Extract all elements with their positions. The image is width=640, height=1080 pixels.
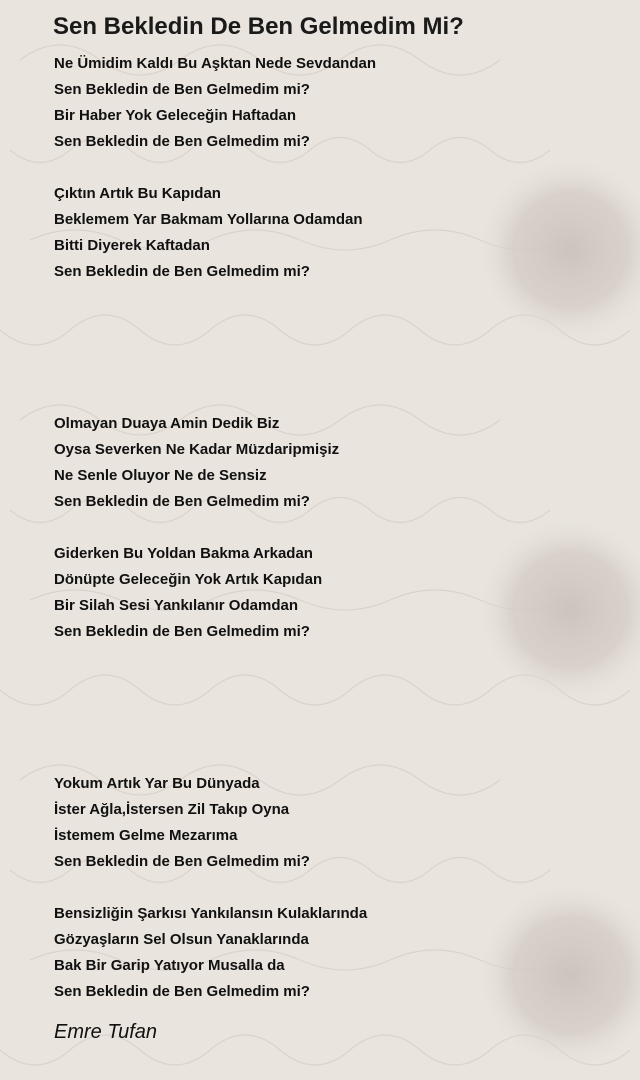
poem-line: Gözyaşların Sel Olsun Yanaklarında [54, 931, 309, 948]
poem-line: Olmayan Duaya Amin Dedik Biz [54, 415, 280, 432]
poem-line: Bitti Diyerek Kaftadan [54, 237, 210, 254]
poem-line: Yokum Artık Yar Bu Dünyada [54, 775, 260, 792]
poem-line: Sen Bekledin de Ben Gelmedim mi? [54, 263, 310, 280]
poem-line: Ne Ümidim Kaldı Bu Aşktan Nede Sevdandan [54, 55, 377, 72]
poem-line: Sen Bekledin de Ben Gelmedim mi? [54, 493, 310, 510]
stanza [54, 51, 376, 155]
stanza [54, 541, 322, 645]
poem-line: Oysa Severken Ne Kadar Müzdaripmişiz [54, 441, 340, 458]
stanza [54, 771, 310, 875]
poem-line: Bir Haber Yok Geleceğin Haftadan [54, 107, 297, 124]
poem-line: Sen Bekledin de Ben Gelmedim mi? [54, 623, 310, 640]
poem-line: Sen Bekledin de Ben Gelmedim mi? [54, 983, 310, 1000]
poem-line: Sen Bekledin de Ben Gelmedim mi? [54, 853, 310, 870]
poem-line: Bir Silah Sesi Yankılanır Odamdan [54, 597, 298, 614]
poem-line: İster Ağla,İstersen Zil Takıp Oyna [54, 801, 290, 818]
poem-line: Sen Bekledin de Ben Gelmedim mi? [54, 81, 310, 98]
poem-line: Dönüpte Geleceğin Yok Artık Kapıdan [54, 571, 323, 588]
poem-line: Bak Bir Garip Yatıyor Musalla da [54, 957, 285, 974]
poem-author: Emre Tufan [54, 1021, 157, 1043]
poem-title: Sen Bekledin De Ben Gelmedim Mi? [53, 13, 464, 40]
stanza [54, 901, 367, 1005]
stanza [54, 411, 339, 515]
poem-line: Beklemem Yar Bakmam Yollarına Odamdan [54, 211, 363, 228]
poem-line: Çıktın Artık Bu Kapıdan [54, 185, 221, 202]
poem-line: İstemem Gelme Mezarıma [54, 827, 238, 844]
poem-line: Bensizliğin Şarkısı Yankılansın Kulaklarında [54, 905, 368, 922]
stanza [54, 181, 362, 285]
poem-line: Ne Senle Oluyor Ne de Sensiz [54, 467, 267, 484]
poem-line: Sen Bekledin de Ben Gelmedim mi? [54, 133, 310, 150]
poem-line: Giderken Bu Yoldan Bakma Arkadan [54, 545, 313, 562]
